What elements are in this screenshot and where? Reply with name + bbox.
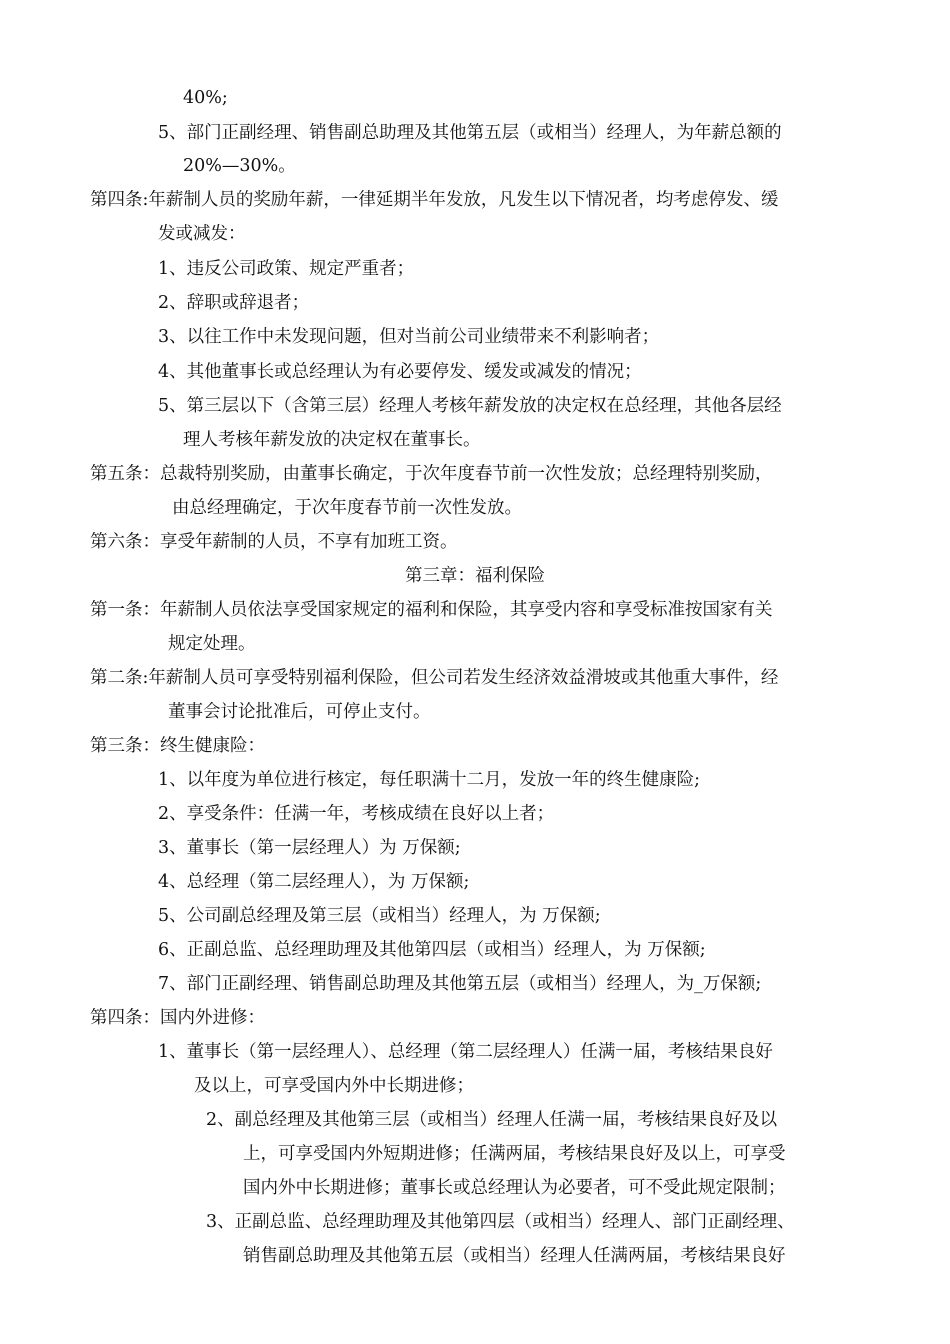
article-heading: 第六条：享受年薪制的人员，不享有加班工资。 [90, 532, 458, 552]
list-item: 3、正副总监、总经理助理及其他第四层（或相当）经理人、部门正副经理、 [206, 1212, 795, 1232]
text-line: 40%; [183, 88, 228, 108]
list-item: 6、正副总监、总经理助理及其他第四层（或相当）经理人，为 万保额; [158, 940, 706, 960]
list-item: 5、公司副总经理及第三层（或相当）经理人，为 万保额; [158, 906, 601, 926]
list-item: 3、董事长（第一层经理人）为 万保额; [158, 838, 461, 858]
list-item: 2、辞职或辞退者； [158, 293, 310, 313]
text-line: 20%—30%。 [183, 156, 296, 176]
list-item: 2、享受条件：任满一年，考核成绩在良好以上者； [158, 804, 555, 824]
list-item: 4、其他董事长或总经理认为有必要停发、缓发或减发的情况； [158, 362, 642, 382]
list-item: 1、董事长（第一层经理人）、总经理（第二层经理人）任满一届，考核结果良好 [158, 1042, 773, 1062]
list-item: 3、以往工作中未发现问题，但对当前公司业绩带来不利影响者； [158, 327, 660, 347]
text-line: 国内外中长期进修；董事长或总经理认为必要者，可不受此规定限制； [243, 1178, 786, 1198]
article-heading: 第三条：终生健康险： [90, 736, 265, 756]
article-heading: 第四条：国内外进修： [90, 1008, 265, 1028]
article-heading: 第一条：年薪制人员依法享受国家规定的福利和保险，其享受内容和享受标准按国家有关 [90, 600, 773, 620]
text-line: 5、部门正副经理、销售副总助理及其他第五层（或相当）经理人，为年薪总额的 [158, 123, 782, 143]
list-item: 2、副总经理及其他第三层（或相当）经理人任满一届，考核结果良好及以 [206, 1110, 778, 1130]
text-line: 销售副总助理及其他第五层（或相当）经理人任满两届，考核结果良好 [243, 1246, 786, 1266]
list-item: 7、部门正副经理、销售副总助理及其他第五层（或相当）经理人，为_万保额; [158, 974, 762, 994]
text-line: 上，可享受国内外短期进修；任满两届，考核结果良好及以上，可享受 [243, 1144, 786, 1164]
article-heading: 第五条：总裁特别奖励，由董事长确定，于次年度春节前一次性发放；总经理特别奖励， [90, 464, 773, 484]
text-line: 董事会讨论批准后，可停止支付。 [168, 702, 431, 722]
chapter-title: 第三章：福利保险 [405, 566, 545, 586]
article-heading: 第四条:年薪制人员的奖励年薪，一律延期半年发放，凡发生以下情况者，均考虑停发、缓 [90, 190, 779, 210]
list-item: 1、违反公司政策、规定严重者； [158, 259, 415, 279]
text-line: 理人考核年薪发放的决定权在董事长。 [183, 430, 481, 450]
text-line: 及以上，可享受国内外中长期进修； [194, 1076, 474, 1096]
list-item: 5、第三层以下（含第三层）经理人考核年薪发放的决定权在总经理，其他各层经 [158, 396, 782, 416]
text-line: 规定处理。 [168, 634, 256, 654]
text-line: 发或减发： [158, 224, 246, 244]
article-heading: 第二条:年薪制人员可享受特别福利保险，但公司若发生经济效益滑坡或其他重大事件，经 [90, 668, 779, 688]
text-line: 由总经理确定，于次年度春节前一次性发放。 [172, 498, 522, 518]
list-item: 1、以年度为单位进行核定，每任职满十二月，发放一年的终生健康险; [158, 770, 701, 790]
list-item: 4、总经理（第二层经理人），为 万保额; [158, 872, 470, 892]
